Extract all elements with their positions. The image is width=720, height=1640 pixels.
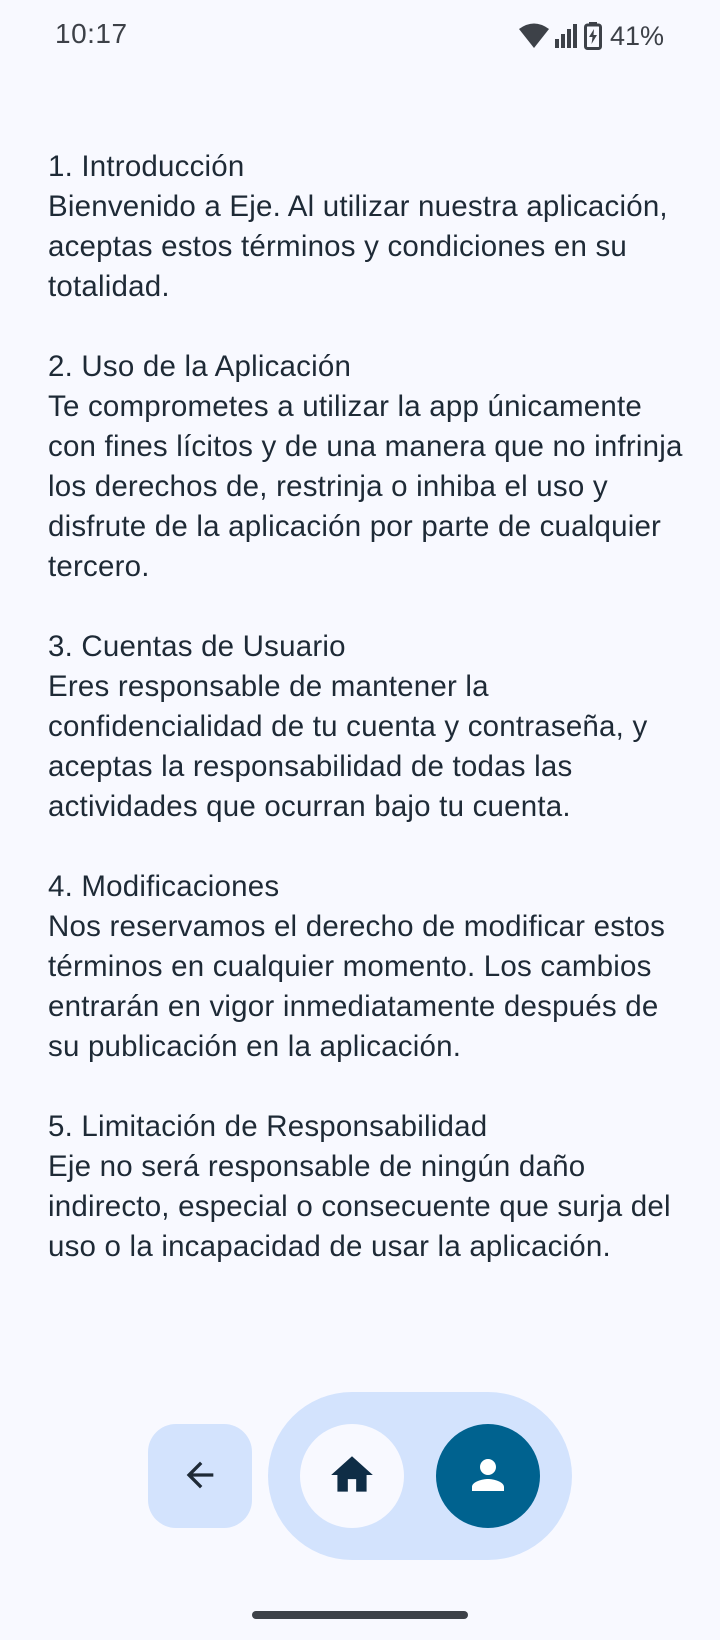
- terms-section: [48, 627, 688, 827]
- section-body: Te comprometes a utilizar la app únicamente con fines lícitos y de una manera que no infrinja los derechos de, restrinja o inhiba el uso y disfrute de la aplicación por parte de cualquier tercero.: [48, 390, 683, 583]
- arrow-back-icon: [180, 1455, 220, 1498]
- section-title: 2. Uso de la Aplicación: [48, 350, 352, 383]
- back-button[interactable]: [148, 1424, 252, 1528]
- status-icons: [518, 18, 664, 54]
- home-button[interactable]: [300, 1424, 404, 1528]
- section-body: Bienvenido a Eje. Al utilizar nuestra aplicación, aceptas estos términos y condiciones en su totalidad.: [48, 190, 668, 303]
- terms-section: [48, 1107, 688, 1267]
- person-icon: [464, 1451, 512, 1502]
- status-time: 10:17: [55, 18, 128, 49]
- battery-percentage: 41%: [609, 20, 664, 51]
- battery-charging-icon: [584, 22, 602, 50]
- terms-section: [48, 867, 688, 1067]
- terms-section: [48, 147, 688, 307]
- section-title: 5. Limitación de Responsabilidad: [48, 1110, 488, 1143]
- section-title: 4. Modificaciones: [48, 870, 280, 903]
- home-icon: [327, 1450, 377, 1503]
- terms-section: [48, 347, 688, 587]
- section-body: Eres responsable de mantener la confidencialidad de tu cuenta y contraseña, y aceptas la responsabilidad de todas las actividades que ocurran bajo tu cuenta.: [48, 670, 648, 823]
- section-body: Eje no será responsable de ningún daño indirecto, especial o consecuente que surja del uso o la incapacidad de usar la aplicación.: [48, 1150, 671, 1263]
- section-title: 1. Introducción: [48, 150, 245, 183]
- signal-icon: [554, 23, 580, 49]
- status-bar: [0, 0, 720, 72]
- terms-content: [48, 147, 688, 1307]
- section-body: Nos reservamos el derecho de modificar estos términos en cualquier momento. Los cambios entrarán en vigor inmediatamente después de su publicación en la aplicación.: [48, 910, 666, 1063]
- profile-button[interactable]: [436, 1424, 540, 1528]
- bottom-nav-container: [268, 1392, 572, 1560]
- section-title: 3. Cuentas de Usuario: [48, 630, 346, 663]
- gesture-navigation-bar[interactable]: [252, 1611, 468, 1619]
- wifi-icon: [518, 23, 550, 49]
